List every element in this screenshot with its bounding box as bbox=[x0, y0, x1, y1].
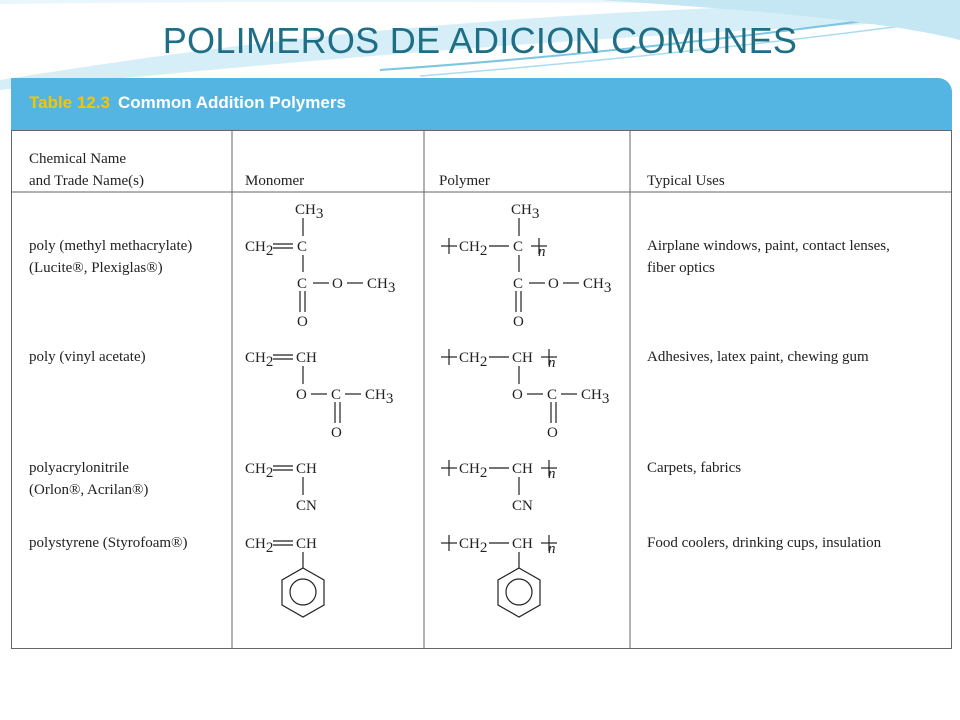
svg-text:C: C bbox=[513, 239, 524, 255]
header-typical-uses: Typical Uses bbox=[647, 173, 725, 189]
svg-text:CN: CN bbox=[296, 498, 317, 514]
svg-text:CH2: CH2 bbox=[245, 536, 274, 556]
header-name-line1: Chemical Name bbox=[29, 151, 127, 167]
row-pvac-uses-line1: Adhesives, latex paint, chewing gum bbox=[647, 349, 869, 365]
svg-text:CH: CH bbox=[512, 461, 533, 477]
svg-text:n: n bbox=[548, 466, 556, 482]
header-name-line2: and Trade Name(s) bbox=[29, 173, 144, 189]
row-pan-name-line2: (Orlon®, Acrilan®) bbox=[29, 482, 149, 498]
svg-text:CH2: CH2 bbox=[459, 350, 488, 370]
svg-text:CH3: CH3 bbox=[295, 202, 324, 222]
svg-text:CH2: CH2 bbox=[245, 239, 274, 259]
row-ps-name-line1: polystyrene (Styrofoam®) bbox=[29, 535, 188, 551]
svg-text:CN: CN bbox=[512, 498, 533, 514]
svg-text:CH3: CH3 bbox=[365, 387, 394, 407]
row-pan-name-line1: polyacrylonitrile bbox=[29, 460, 129, 476]
svg-text:CH2: CH2 bbox=[459, 239, 488, 259]
svg-text:C: C bbox=[513, 276, 524, 292]
svg-text:CH2: CH2 bbox=[245, 350, 274, 370]
svg-text:O: O bbox=[331, 425, 342, 441]
svg-text:n: n bbox=[538, 244, 546, 260]
svg-text:O: O bbox=[296, 387, 307, 403]
svg-text:O: O bbox=[513, 314, 524, 330]
header-monomer: Monomer bbox=[245, 173, 305, 189]
svg-text:CH3: CH3 bbox=[367, 276, 396, 296]
svg-text:C: C bbox=[297, 276, 308, 292]
svg-text:CH3: CH3 bbox=[583, 276, 612, 296]
header-polymer: Polymer bbox=[439, 173, 490, 189]
row-ps-uses-line1: Food coolers, drinking cups, insulation bbox=[647, 535, 882, 551]
svg-text:CH: CH bbox=[512, 350, 533, 366]
svg-text:CH: CH bbox=[512, 536, 533, 552]
row-pmma-name-line1: poly (methyl methacrylate) bbox=[29, 238, 193, 254]
svg-text:CH2: CH2 bbox=[459, 536, 488, 556]
svg-text:CH2: CH2 bbox=[459, 461, 488, 481]
row-pmma-uses-line2: fiber optics bbox=[647, 260, 715, 276]
row-pvac-name-line1: poly (vinyl acetate) bbox=[29, 349, 146, 365]
formula-atoms bbox=[245, 202, 611, 557]
svg-text:n: n bbox=[548, 355, 556, 371]
svg-text:O: O bbox=[332, 276, 343, 292]
svg-text:O: O bbox=[547, 425, 558, 441]
svg-text:O: O bbox=[297, 314, 308, 330]
svg-text:CH3: CH3 bbox=[581, 387, 610, 407]
row-pan-uses-line1: Carpets, fabrics bbox=[647, 460, 742, 476]
slide-title: POLIMEROS DE ADICION COMUNES bbox=[162, 20, 798, 61]
row-pmma-name-line2: (Lucite®, Plexiglas®) bbox=[29, 260, 163, 276]
table-caption-text: Common Addition Polymers bbox=[117, 93, 346, 112]
structural-formulas bbox=[11, 78, 952, 650]
svg-text:CH: CH bbox=[296, 350, 317, 366]
svg-text:CH: CH bbox=[296, 536, 317, 552]
svg-text:CH3: CH3 bbox=[511, 202, 540, 222]
row-pmma-uses-line1: Airplane windows, paint, contact lenses, bbox=[647, 238, 890, 254]
svg-text:C: C bbox=[331, 387, 342, 403]
svg-text:O: O bbox=[548, 276, 559, 292]
svg-text:O: O bbox=[512, 387, 523, 403]
svg-text:C: C bbox=[547, 387, 558, 403]
svg-text:n: n bbox=[548, 541, 556, 557]
svg-text:CH2: CH2 bbox=[245, 461, 274, 481]
polymer-table bbox=[11, 78, 952, 650]
table-number: Table 12.3 bbox=[29, 93, 110, 112]
svg-text:C: C bbox=[297, 239, 308, 255]
svg-text:CH: CH bbox=[296, 461, 317, 477]
